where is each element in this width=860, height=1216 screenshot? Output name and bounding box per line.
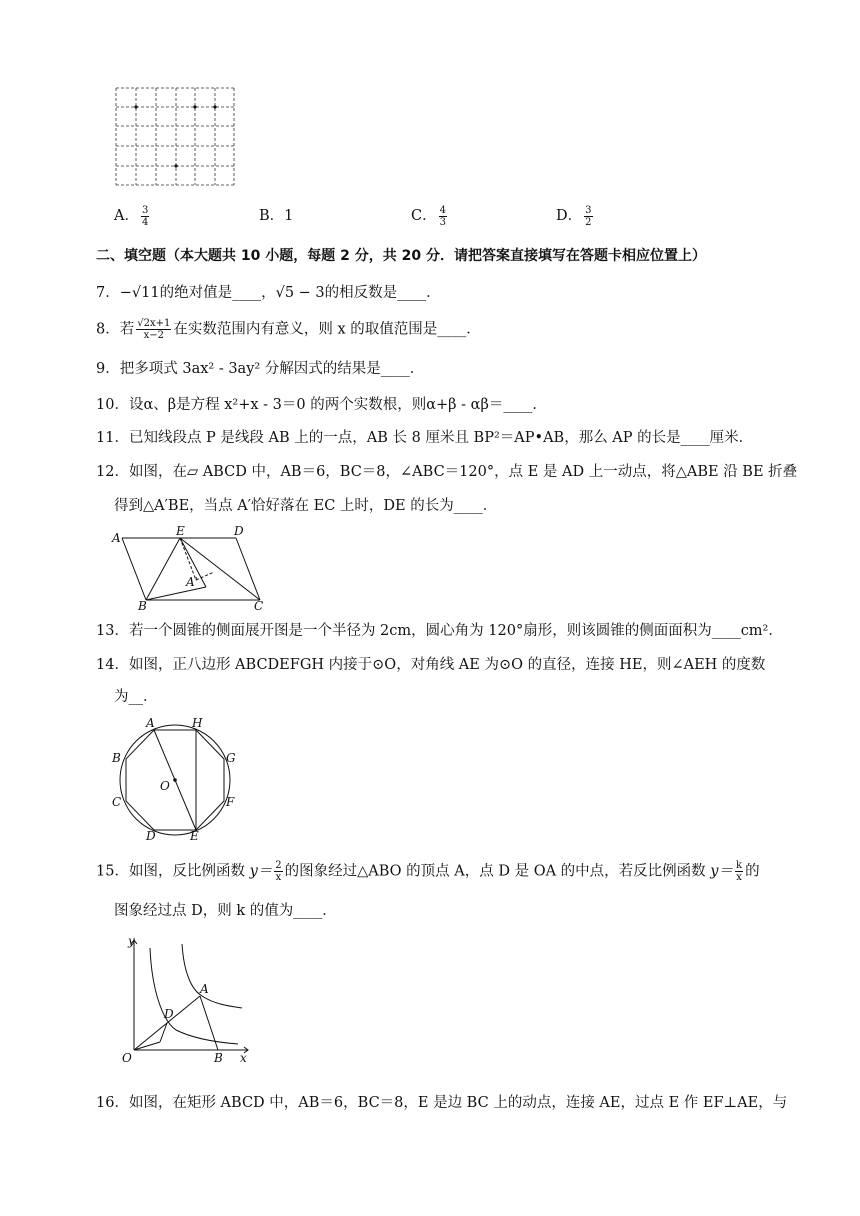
question-11 bbox=[96, 427, 753, 449]
fraction bbox=[584, 205, 592, 228]
question-15 bbox=[96, 860, 760, 883]
label-b: B bbox=[138, 599, 147, 610]
question-text: 的图象经过△ABO 的顶点 A，点 D 是 OA 的中点，若反比例函数 bbox=[284, 863, 706, 880]
label-c: C bbox=[254, 599, 264, 610]
question-text: 如图，正八边形 ABCDEFGH 内接于⊙O，对角线 AE 为⊙O 的直径，连接 HE，则∠AEH 的度数 bbox=[128, 657, 766, 673]
label-d: D bbox=[234, 524, 244, 538]
option-d[interactable] bbox=[556, 204, 595, 228]
fraction bbox=[439, 205, 447, 228]
label-d: D bbox=[146, 829, 156, 843]
question-12 bbox=[96, 461, 797, 483]
numerator: 3 bbox=[585, 204, 592, 216]
math-expr: −√11 bbox=[119, 285, 160, 301]
question-text: 若一个圆锥的侧面展开图是一个半径为 2cm，圆心角为 120°扇形，则该圆锥的侧面面积为____cm²． bbox=[128, 623, 783, 639]
fraction bbox=[735, 860, 743, 883]
question-number: 12． bbox=[96, 464, 129, 480]
label-e: E bbox=[190, 829, 199, 843]
question-number: 8． bbox=[96, 321, 120, 338]
question-number: 16． bbox=[96, 1095, 129, 1111]
denominator: 4 bbox=[141, 216, 149, 228]
denominator: x bbox=[275, 872, 282, 883]
question-text: 如图，在▱ ABCD 中，AB＝6，BC＝8，∠ABC＝120°，点 E 是 AD 上一动点，将△ABE 沿 BE 折叠 bbox=[128, 464, 798, 480]
question-number: 11． bbox=[96, 430, 129, 446]
label-c: C bbox=[112, 795, 122, 809]
question-number: 10． bbox=[96, 397, 129, 413]
question-text: 的绝对值是____， bbox=[159, 285, 276, 301]
label-b: B bbox=[112, 751, 121, 765]
question-text: 如图，在矩形 ABCD 中，AB＝6，BC＝8，E 是边 BC 上的动点，连接 AE，过点 E 作 EF⊥AE，与 bbox=[128, 1095, 788, 1111]
label-a: A bbox=[146, 716, 155, 730]
option-a[interactable] bbox=[114, 204, 151, 228]
label-h: H bbox=[192, 716, 203, 730]
label-f: F bbox=[226, 795, 235, 809]
label-o: O bbox=[122, 1051, 132, 1065]
question-text: 设α、β是方程 x²+x - 3＝0 的两个实数根，则α+β - αβ＝____． bbox=[128, 397, 547, 413]
option-letter: D． bbox=[556, 208, 583, 224]
question-14 bbox=[96, 654, 765, 676]
option-letter: A． bbox=[114, 208, 139, 224]
question-10 bbox=[96, 394, 547, 416]
label-a-prime: A' bbox=[186, 575, 198, 589]
question-7 bbox=[96, 282, 441, 304]
option-letter: C． bbox=[411, 208, 437, 224]
dot-grid-figure bbox=[114, 86, 238, 190]
denominator: x−2 bbox=[143, 330, 164, 341]
question-9 bbox=[96, 358, 424, 380]
denominator: 3 bbox=[439, 216, 446, 228]
fraction bbox=[141, 205, 149, 228]
question-text: 的相反数是____． bbox=[324, 285, 441, 301]
question-number: 13． bbox=[96, 623, 129, 639]
numerator: 3 bbox=[141, 204, 149, 216]
label-g: G bbox=[226, 751, 236, 765]
section-title: 二、填空题（本大题共 10 小题，每题 2 分，共 20 分．请把答案直接填写在答题卡相应位置上） bbox=[96, 248, 706, 264]
question-text: 在实数范围内有意义，则 x 的取值范围是____． bbox=[173, 321, 481, 338]
denominator: 2 bbox=[585, 216, 592, 228]
parallelogram-figure bbox=[110, 524, 280, 610]
hyperbola-figure bbox=[116, 934, 256, 1066]
question-number: 14． bbox=[96, 657, 129, 673]
math-expr: y＝ bbox=[249, 863, 273, 880]
question-number: 15． bbox=[96, 863, 129, 880]
question-13 bbox=[96, 620, 783, 642]
label-o: O bbox=[160, 779, 170, 793]
fraction bbox=[274, 860, 282, 883]
question-14-cont: 为__． bbox=[114, 689, 158, 705]
question-text: 已知线段点 P 是线段 AB 上的一点，AB 长 8 厘米且 BP²＝AP•AB，那么 AP 的长是____厘米． bbox=[128, 430, 754, 446]
option-letter: B． bbox=[259, 208, 285, 224]
math-expr: √5 − 3 bbox=[275, 285, 325, 301]
label-a: A bbox=[112, 531, 121, 545]
option-value: 1 bbox=[284, 208, 294, 224]
question-number: 7． bbox=[96, 285, 120, 301]
question-text: 若 bbox=[119, 321, 135, 338]
numerator: 4 bbox=[439, 204, 446, 216]
question-16 bbox=[96, 1092, 787, 1114]
label-y: y bbox=[128, 934, 135, 948]
octagon-circle-figure bbox=[108, 714, 244, 844]
fraction bbox=[136, 318, 171, 341]
label-a: A bbox=[200, 982, 209, 996]
denominator: x bbox=[736, 872, 742, 883]
label-e: E bbox=[176, 524, 185, 538]
question-15-cont: 图象经过点 D，则 k 的值为____． bbox=[114, 903, 337, 919]
math-expr: y＝ bbox=[710, 863, 733, 880]
question-text: 如图，反比例函数 bbox=[128, 863, 245, 880]
question-12-cont: 得到△A′BE，当点 A′恰好落在 EC 上时，DE 的长为____． bbox=[114, 498, 498, 514]
numerator: √2x+1 bbox=[137, 318, 171, 329]
numerator: 2 bbox=[275, 860, 282, 871]
label-d: D bbox=[164, 1007, 174, 1021]
question-8 bbox=[96, 318, 481, 341]
option-b[interactable] bbox=[259, 204, 293, 225]
numerator: k bbox=[736, 860, 743, 871]
question-text: 把多项式 3ax² - 3ay² 分解因式的结果是____． bbox=[119, 361, 425, 377]
label-b: B bbox=[214, 1051, 223, 1065]
question-text: 的 bbox=[745, 863, 760, 880]
question-number: 9． bbox=[96, 361, 120, 377]
label-x: x bbox=[240, 1051, 247, 1065]
option-c[interactable] bbox=[411, 204, 449, 228]
